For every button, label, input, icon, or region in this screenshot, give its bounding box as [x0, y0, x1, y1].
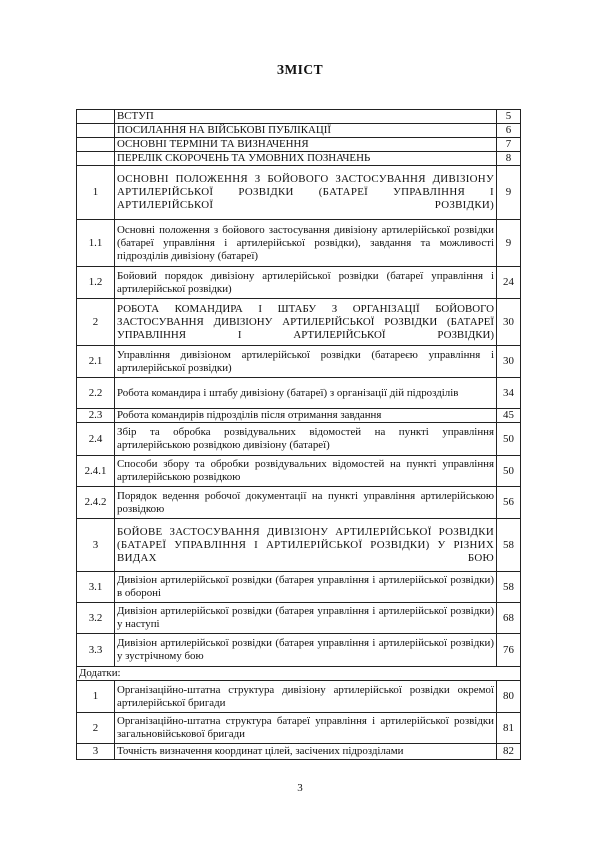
toc-row-title: Організаційно-штатна структура дивізіону артилерійської розвідки окремої артилерійської бригади — [115, 681, 497, 713]
toc-row — [77, 299, 521, 346]
toc-row-number: 1 — [77, 681, 115, 713]
toc-row-number: 3.2 — [77, 603, 115, 634]
page-title: ЗМІСТ — [276, 62, 324, 77]
toc-row — [77, 152, 521, 166]
toc-row-page: 8 — [497, 152, 521, 166]
toc-row-title: Дивізіон артилерійської розвідки (батарея управління і артилерійської розвідки) у наступі — [115, 603, 497, 634]
toc-row-number: 3 — [77, 744, 115, 760]
toc-row-page: 30 — [497, 299, 521, 346]
toc-row — [77, 124, 521, 138]
toc-row-page: 82 — [497, 744, 521, 760]
toc-row-title: Порядок ведення робочої документації на пункті управління артилерійською розвідкою — [115, 487, 497, 519]
toc-row-title: Способи збору та обробки розвідувальних відомостей на пункті управління артилерійською розвідкою — [115, 456, 497, 487]
toc-row — [77, 681, 521, 713]
toc-row-title: Робота командирів підрозділів після отримання завдання — [115, 409, 497, 423]
toc-row-title: ОСНОВНІ ТЕРМІНИ ТА ВИЗНАЧЕННЯ — [115, 138, 497, 152]
toc-row-page: 6 — [497, 124, 521, 138]
toc-row-title: ВСТУП — [115, 110, 497, 124]
toc-row — [77, 409, 521, 423]
toc-row-number: 2.2 — [77, 378, 115, 409]
toc-row-number: 2 — [77, 713, 115, 744]
toc-row — [77, 267, 521, 299]
toc-row — [77, 110, 521, 124]
toc-row — [77, 456, 521, 487]
toc-row — [77, 487, 521, 519]
toc-row-title: ПЕРЕЛІК СКОРОЧЕНЬ ТА УМОВНИХ ПОЗНАЧЕНЬ — [115, 152, 497, 166]
toc-row-page: 9 — [497, 220, 521, 267]
toc-row-page: 45 — [497, 409, 521, 423]
toc-row-page: 68 — [497, 603, 521, 634]
toc-row-title: Точність визначення координат цілей, засічених підрозділами — [115, 744, 497, 760]
toc-row-page: 80 — [497, 681, 521, 713]
table-of-contents — [76, 109, 521, 760]
toc-row-number — [77, 124, 115, 138]
toc-row-page: 58 — [497, 519, 521, 572]
toc-row — [77, 166, 521, 220]
toc-row-title: Бойовий порядок дивізіону артилерійської розвідки (батареї управління і артилерійської розвідки) — [115, 267, 497, 299]
toc-row — [77, 572, 521, 603]
toc-row — [77, 423, 521, 456]
toc-row-title: ОСНОВНІ ПОЛОЖЕННЯ З БОЙОВОГО ЗАСТОСУВАННЯ ДИВІЗІОНУ АРТИЛЕРІЙСЬКОЇ РОЗВІДКИ (БАТАРЕЇ УПРАВЛІННЯ І АРТИЛЕРІЙСЬКОЇ РОЗВІДКИ) — [115, 166, 497, 220]
toc-row-page: 56 — [497, 487, 521, 519]
toc-row-page: 50 — [497, 456, 521, 487]
toc-row-page: 58 — [497, 572, 521, 603]
toc-row-number: 2.4.1 — [77, 456, 115, 487]
toc-row-number: 1.2 — [77, 267, 115, 299]
toc-row — [77, 603, 521, 634]
toc-row-number: 3 — [77, 519, 115, 572]
toc-row-number: 2.3 — [77, 409, 115, 423]
appendix-label: Додатки: — [77, 667, 521, 681]
toc-row-page: 50 — [497, 423, 521, 456]
toc-row-title: ПОСИЛАННЯ НА ВІЙСЬКОВІ ПУБЛІКАЦІЇ — [115, 124, 497, 138]
toc-row — [77, 713, 521, 744]
toc-row-page: 24 — [497, 267, 521, 299]
toc-row-page: 81 — [497, 713, 521, 744]
toc-row-number: 2 — [77, 299, 115, 346]
toc-row-number — [77, 110, 115, 124]
toc-row-number: 3.1 — [77, 572, 115, 603]
toc-row-number — [77, 138, 115, 152]
toc-row-number: 3.3 — [77, 634, 115, 667]
toc-row-title: БОЙОВЕ ЗАСТОСУВАННЯ ДИВІЗІОНУ АРТИЛЕРІЙСЬКОЇ РОЗВІДКИ (БАТАРЕЇ УПРАВЛІННЯ І АРТИЛЕРІЙСЬКОЇ РОЗВІДКИ) У РІЗНИХ ВИДАХ БОЮ — [115, 519, 497, 572]
toc-row-title: Управління дивізіоном артилерійської розвідки (батареєю управління і артилерійської розвідки) — [115, 346, 497, 378]
toc-row — [77, 634, 521, 667]
toc-row-title: РОБОТА КОМАНДИРА І ШТАБУ З ОРГАНІЗАЦІЇ БОЙОВОГО ЗАСТОСУВАННЯ ДИВІЗІОНУ АРТИЛЕРІЙСЬКОЇ РОЗВІДКИ (БАТАРЕЇ УПРАВЛІННЯ І АРТИЛЕРІЙСЬКОЇ РОЗВІДКИ) — [115, 299, 497, 346]
toc-row — [77, 346, 521, 378]
appendix-header-row — [77, 667, 521, 681]
toc-row — [77, 519, 521, 572]
toc-row-title: Дивізіон артилерійської розвідки (батарея управління і артилерійської розвідки) у зустрічному бою — [115, 634, 497, 667]
toc-row-number: 2.1 — [77, 346, 115, 378]
toc-row-number — [77, 152, 115, 166]
toc-row — [77, 378, 521, 409]
toc-row-title: Робота командира і штабу дивізіону (батареї) з організації дій підрозділів — [115, 378, 497, 409]
toc-row — [77, 138, 521, 152]
toc-row-page: 9 — [497, 166, 521, 220]
toc-row-page: 76 — [497, 634, 521, 667]
toc-row-title: Організаційно-штатна структура батареї управління і артилерійської розвідки загальновійськової бригади — [115, 713, 497, 744]
toc-row-title: Дивізіон артилерійської розвідки (батарея управління і артилерійської розвідки) в обороні — [115, 572, 497, 603]
toc-row-page: 30 — [497, 346, 521, 378]
toc-row — [77, 744, 521, 760]
toc-row-title: Збір та обробка розвідувальних відомостей на пункті управління артилерійською розвідкою дивізіону (батареї) — [115, 423, 497, 456]
page-number: 3 — [297, 782, 303, 794]
toc-row-number: 2.4 — [77, 423, 115, 456]
toc-row — [77, 220, 521, 267]
toc-row-number: 1 — [77, 166, 115, 220]
toc-row-number: 1.1 — [77, 220, 115, 267]
toc-row-page: 5 — [497, 110, 521, 124]
toc-row-page: 34 — [497, 378, 521, 409]
toc-row-page: 7 — [497, 138, 521, 152]
toc-row-title: Основні положення з бойового застосування дивізіону артилерійської розвідки (батареї управління і артилерійської розвідки), завдання та можливості підрозділів дивізіону (батареї) — [115, 220, 497, 267]
toc-row-number: 2.4.2 — [77, 487, 115, 519]
